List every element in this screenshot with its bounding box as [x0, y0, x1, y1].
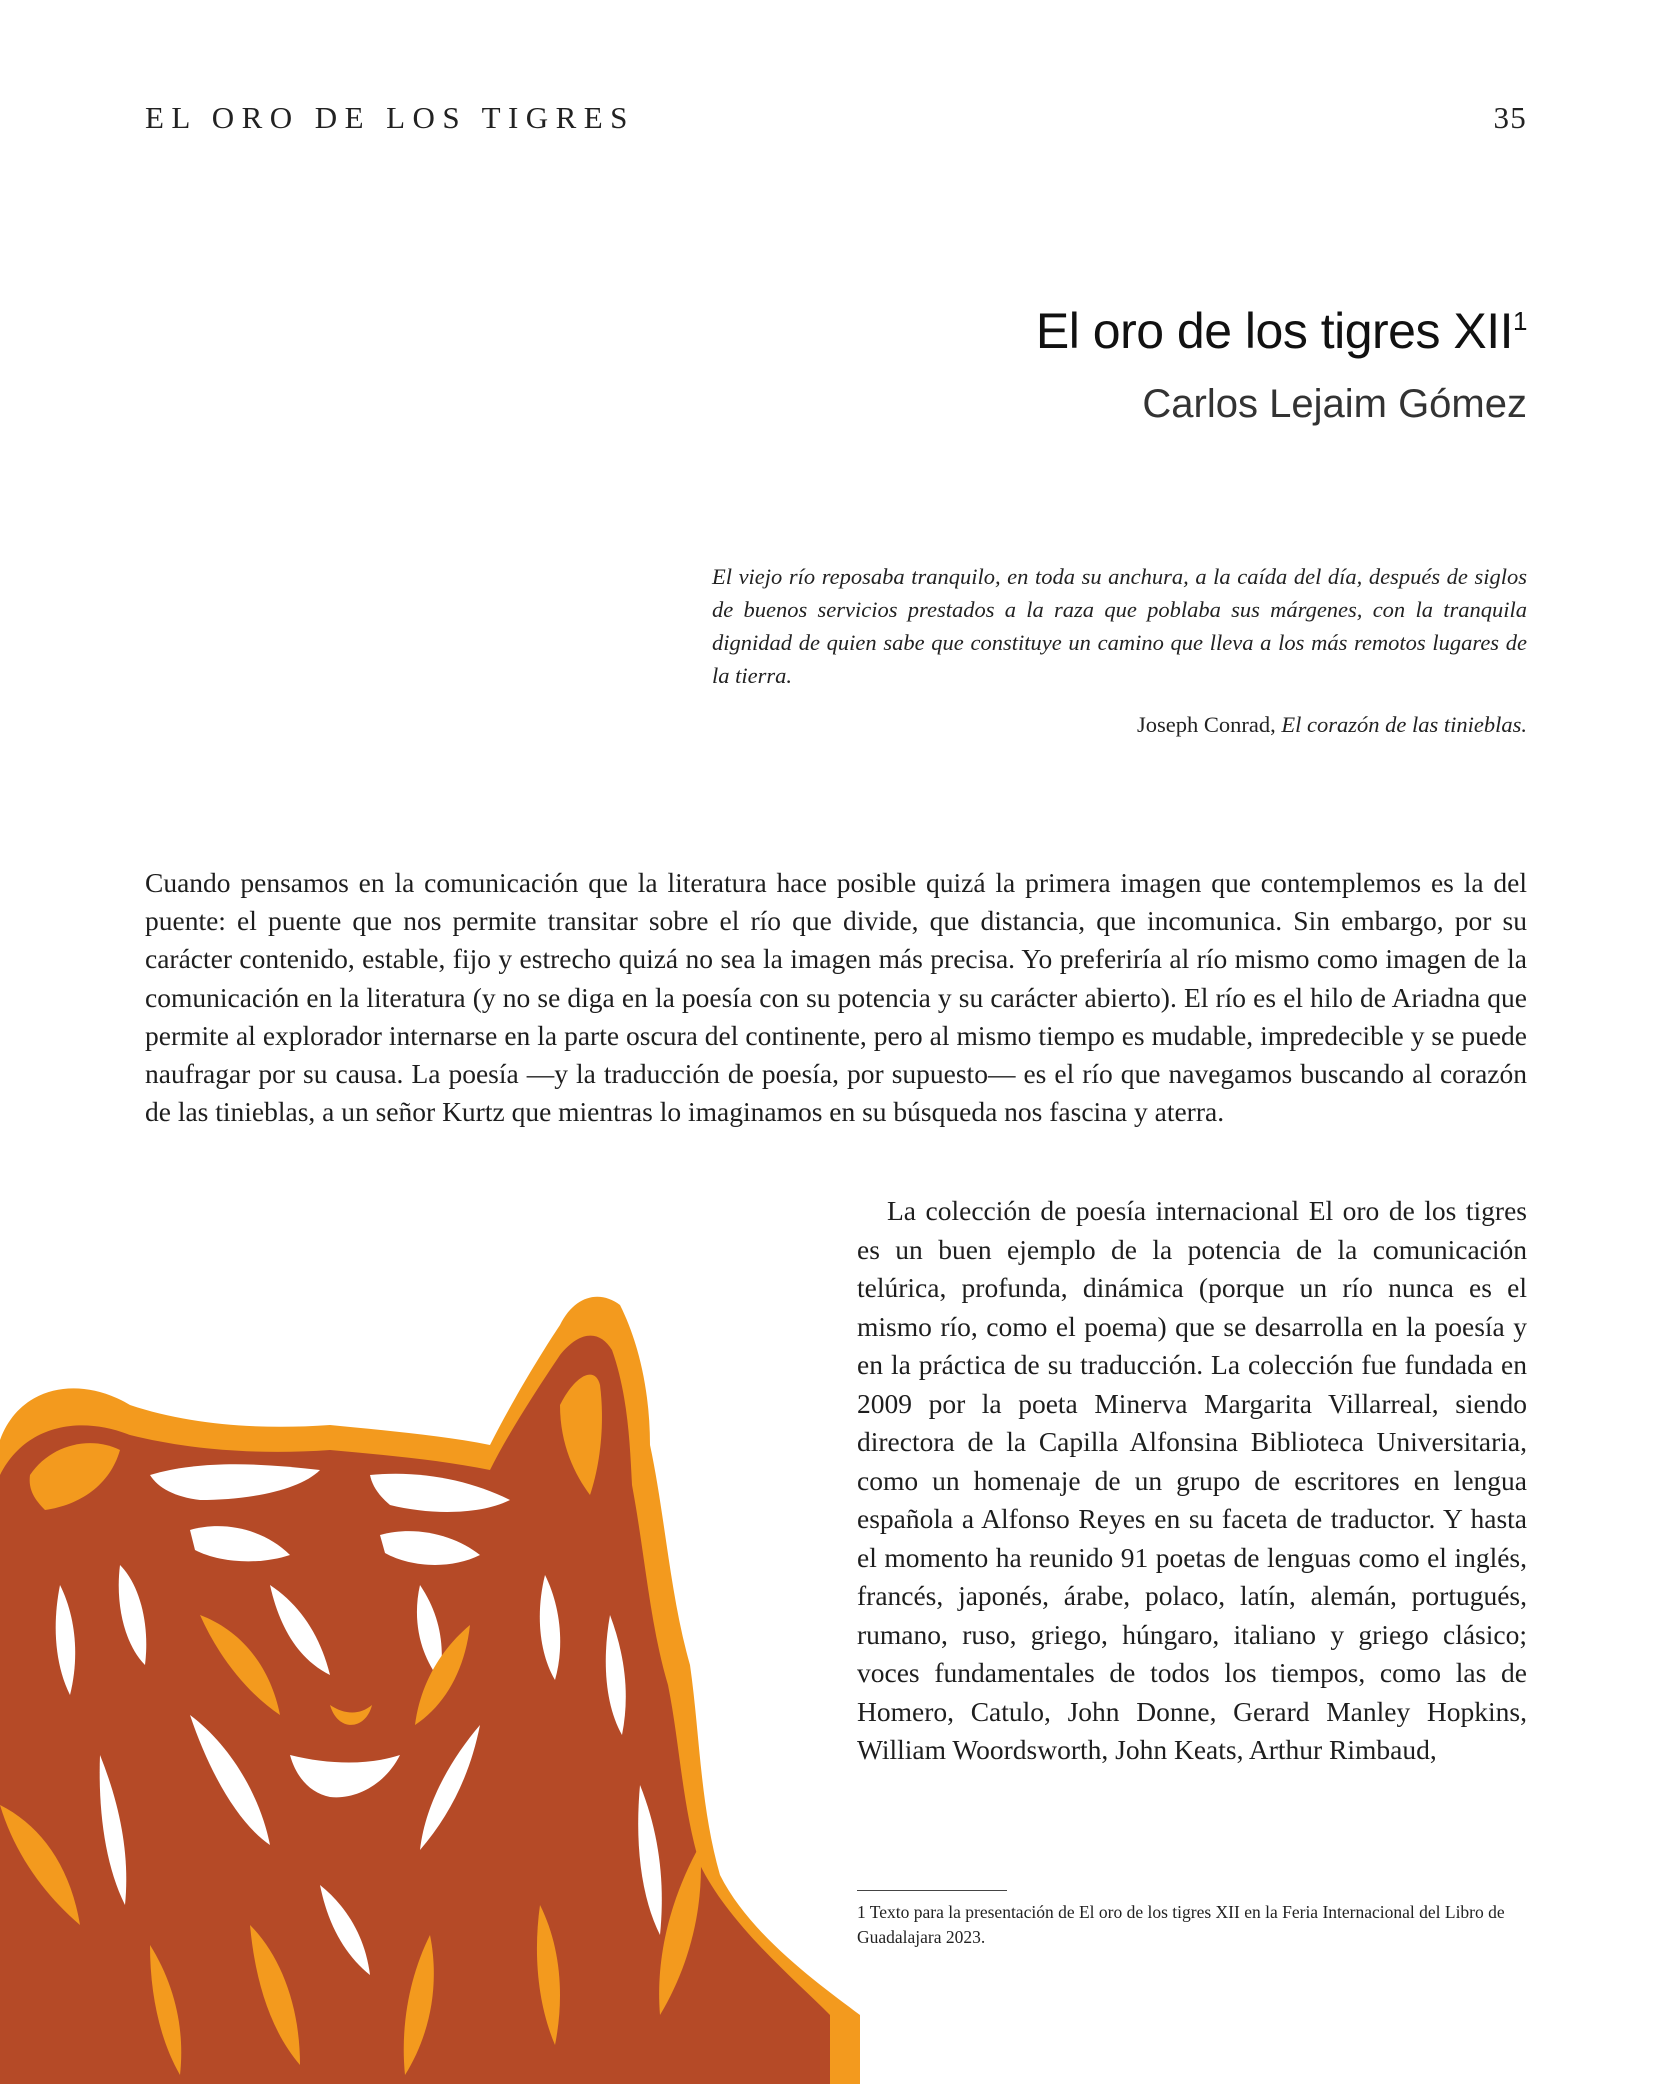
footnote-marker[interactable]: 1 [1513, 306, 1527, 336]
body-paragraph-2: La colección de poesía internacional El oro de los tigres es un buen ejemplo de la potencia de la comunicación telúrica, profunda, dinámica (porque un río nunca es el mismo río, como el poema) que se desarrolla en la poesía y en la práctica de su traducción. La colección fue fundada en 2009 por la poeta Minerva Margarita Villarreal, siendo directora de la Capilla Alfonsina Biblioteca Universitaria, como un homenaje de un grupo de escritores en lengua española a Alfonso Reyes en su faceta de traductor. Y hasta el momento ha reunido 91 poetas de lenguas como el inglés, francés, japonés, árabe, polaco, latín, alemán, portugués, rumano, ruso, griego, húngaro, italiano y griego clásico; voces fundamentales de todos los tiempos, como las de Homero, Catulo, John Donne, Gerard Manley Hopkins, William Woordsworth, John Keats, Arthur Rimbaud, [857, 1195, 1527, 1765]
article-author: Carlos Lejaim Gómez [1142, 382, 1527, 426]
footnote-divider [857, 1890, 1007, 1891]
epigraph-quote: El viejo río reposaba tranquilo, en toda su anchura, a la caída del día, después de siglos de buenos servicios prestados a la raza que poblaba sus márgenes, con la tranquila dignidad de quien sabe que constituye un camino que lleva a los más remotos lugares de la tierra. [712, 564, 1527, 688]
article-title-text: El oro de los tigres XII [1035, 303, 1514, 359]
epigraph-author: Joseph Conrad, [1137, 712, 1276, 737]
running-head: EL ORO DE LOS TIGRES [145, 100, 635, 135]
epigraph-attribution [1137, 712, 1527, 738]
tiger-head-illustration [0, 1285, 860, 2084]
article-title [1036, 302, 1527, 360]
body-paragraph-1: Cuando pensamos en la comunicación que la literatura hace posible quizá la primera imagen que contemplemos es la del puente: el puente que nos permite transitar sobre el río que divide, que distancia, que incomunica. Sin embargo, por su carácter contenido, estable, fijo y estrecho quizá no sea la imagen más precisa. Yo preferiría al río mismo como imagen de la comunicación en la literatura (y no se diga en la poesía con su potencia y su carácter abierto). El río es el hilo de Ariadna que permite al explorador internarse en la parte oscura del continente, pero al mismo tiempo es mudable, impredecible y se puede naufragar por su causa. La poesía —y la traducción de poesía, por supuesto— es el río que navegamos buscando al corazón de las tinieblas, a un señor Kurtz que mientras lo imaginamos en su búsqueda nos fascina y aterra. [145, 867, 1527, 1128]
footnote-text: 1 Texto para la presentación de El oro de los tigres XII en la Feria Internacional del Libro de Guadalajara 2023. [857, 1902, 1505, 1947]
page-number: 35 [1493, 100, 1527, 135]
epigraph-work-title: El corazón de las tinieblas. [1281, 712, 1527, 737]
